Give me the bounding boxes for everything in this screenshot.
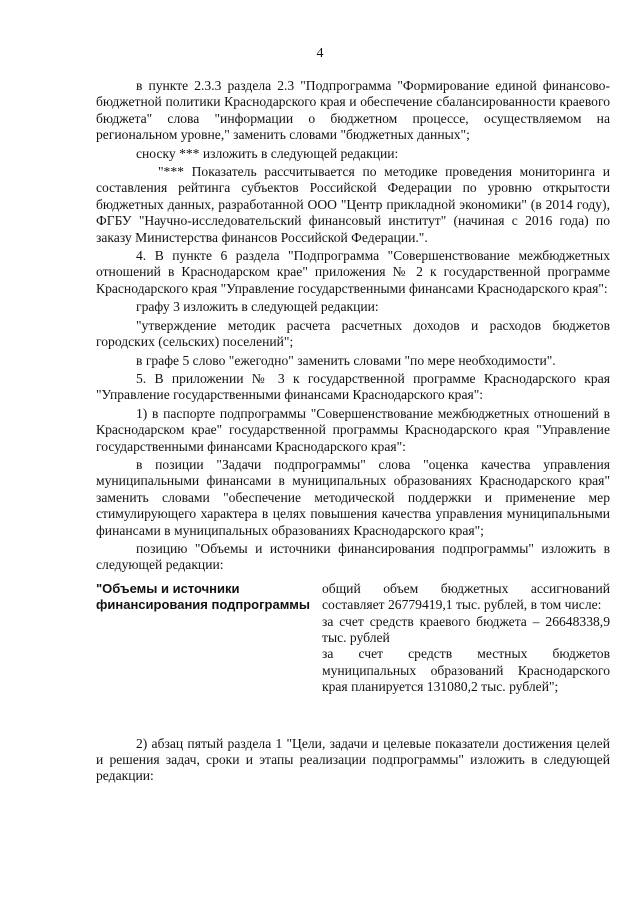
paragraph-column-5: в графе 5 слово "ежегодно" заменить словами "по мере необходимости". — [136, 352, 556, 368]
paragraph-column-3: графу 3 изложить в следующей редакции: — [136, 299, 379, 315]
funding-text — [322, 581, 610, 696]
funding-local: за счет средств местных бюджетов муниципальных образований Краснодарского края планируется 131080,2 тыс. рублей"; — [322, 646, 610, 695]
page-number: 4 — [316, 46, 324, 61]
funding-label — [96, 581, 322, 696]
paragraph-section-1: 2) абзац пятый раздела 1 "Цели, задачи и целевые показатели достижения целей и решения задач, сроки и этапы реализации подпрограммы" изложить в следующей редакции: — [96, 735, 610, 784]
funding-label-line1: "Объемы и источники — [96, 580, 240, 596]
funding-label-line2: финансирования подпрограммы — [96, 596, 311, 612]
paragraph-column-3-text: "утверждение методик расчета расчетных доходов и расходов бюджетов городских (сельских) поселений"; — [96, 317, 610, 350]
paragraph-footnote-text: "*** Показатель рассчитывается по методике проведения мониторинга и составления рейтинга субъектов Российской Федерации по уровню открытости бюджетных данных, разработанной ООО "Центр прикладной экономики" (в 2014 году), ФГБУ "Научно-исследовательский финансовый институт" (начиная с 2016 года) по заказу Министерства финансов Российской Федерации.". — [96, 164, 610, 245]
paragraph-footnote-intro: сноску *** изложить в следующей редакции: — [136, 145, 399, 161]
paragraph-item-5: 5. В приложении № 3 к государственной программе Краснодарского края "Управление государственными финансами Краснодарского края": — [96, 370, 610, 403]
funding-total: общий объем бюджетных ассигнований составляет 26779419,1 тыс. рублей, в том числе: — [322, 580, 610, 613]
funding-regional: за счет средств краевого бюджета – 26648338,9 тыс. рублей — [322, 613, 610, 645]
paragraph-item-4: 4. В пункте 6 раздела "Подпрограмма "Совершенствование межбюджетных отношений в Краснодарском крае" приложения № 2 к государственной программе Краснодарского края "Управление государственными финансами Краснодарского края": — [96, 248, 610, 296]
funding-block — [96, 581, 610, 696]
paragraph-2-3-3: в пункте 2.3.3 раздела 2.3 "Подпрограмма "Формирование единой финансово-бюджетной политики Краснодарского края и обеспечение сбалансированности краевого бюджета" слова "информации о бюджетном процессе, осуществляемом на региональном уровне," заменить словами "бюджетных данных"; — [96, 78, 610, 143]
paragraph-passport: 1) в паспорте подпрограммы "Совершенствование межбюджетных отношений в Краснодарском крае" государственной программы Краснодарского края "Управление государственными финансами Краснодарского края": — [96, 405, 610, 454]
document-body — [96, 78, 610, 787]
paragraph-funding-intro: позицию "Объемы и источники финансирования подпрограммы" изложить в следующей редакции: — [96, 540, 610, 573]
paragraph-tasks: в позиции "Задачи подпрограммы" слова "оценка качества управления муниципальными финансами в муниципальных образованиях Краснодарского края" заменить словами "обеспечение методической поддержки и применение мер стимулирующего характера в целях повышения качества управления муниципальными финансами в муниципальных образованиях Краснодарского края"; — [96, 456, 610, 538]
